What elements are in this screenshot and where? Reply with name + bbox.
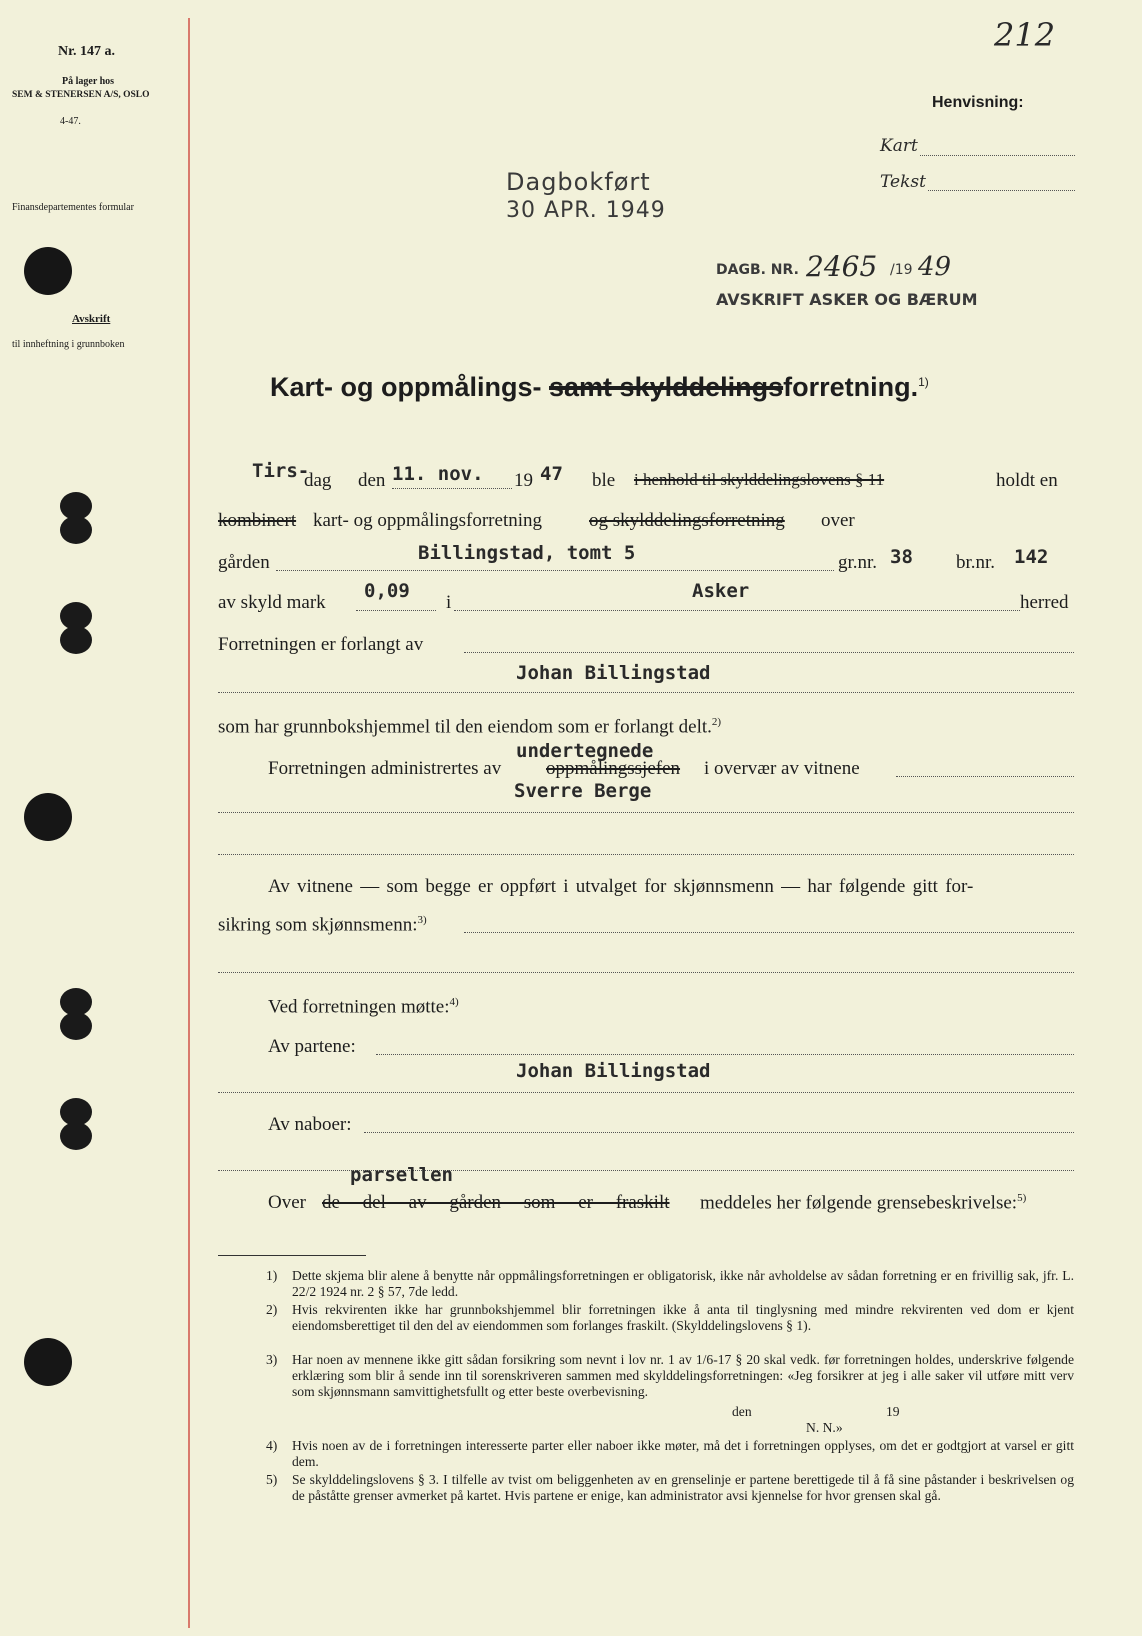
insurance-line-a <box>464 932 1074 933</box>
requester-line <box>218 692 1074 693</box>
den-label: den <box>358 470 386 491</box>
footnote-rule <box>218 1255 366 1256</box>
reference-heading: Henvisning: <box>932 94 1024 111</box>
year-typed: 47 <box>540 463 563 485</box>
form-date-code: 4-47. <box>60 116 81 127</box>
holdt-label: holdt en <box>996 470 1058 491</box>
footnote <box>266 1438 1074 1470</box>
staple-mark <box>60 1098 92 1150</box>
admin-struck: oppmålingssjefen <box>546 758 681 779</box>
boundary-struck: de del av gården som er fraskilt <box>322 1192 670 1213</box>
copy-stamp: AVSKRIFT ASKER OG BÆRUM <box>716 290 978 309</box>
farm-label: gården <box>218 552 270 573</box>
footnote <box>266 1302 1074 1334</box>
witnesses-label: i overvær av vitnene <box>704 758 860 779</box>
copy-label: Avskrift <box>72 313 111 325</box>
footnote <box>266 1352 1074 1400</box>
neighbours-label: Av naboer: <box>268 1114 352 1135</box>
signature-den: den <box>732 1404 752 1419</box>
footnote-text: Se skylddelingslovens § 3. I tilfelle av tvist om beliggenheten av en grenselinje er partene berettigede til å få sine påstander i beskrivelsen og de påståtte grenser avmerket på kartet. Hvis partene er enige, kan administrator avsi kjennelse for hvor grensen skal gå. <box>292 1472 1074 1503</box>
grnr-value: 38 <box>890 546 913 568</box>
witness-name: Sverre Berge <box>514 780 652 802</box>
brnr-label: br.nr. <box>956 552 996 573</box>
attendance-label: Ved forretningen møtte: <box>268 996 450 1018</box>
year-prefix: 19 <box>514 470 533 491</box>
insurance-note: 3) <box>417 914 427 926</box>
insurance-text: sikring som skjønnsmenn: <box>218 914 418 936</box>
ble-label: ble <box>592 470 616 491</box>
brnr-value: 142 <box>1014 546 1049 568</box>
dagb-year: 49 <box>918 252 952 282</box>
boundary-insert: parsellen <box>350 1164 453 1186</box>
over-label: over <box>821 510 855 531</box>
title-note: 1) <box>918 375 929 389</box>
footnote-text: Hvis noen av de i forretningen interesserte parter eller naboer ikke møter, må det i forretningen opplyses, om det er godtgjort at varsel er gitt dem. <box>292 1438 1074 1469</box>
map-reference-line <box>920 155 1075 156</box>
admin-insert: undertegnede <box>516 740 654 762</box>
margin-rule <box>188 18 190 1628</box>
form-number: Nr. 147 a. <box>58 44 116 59</box>
struck-law-ref: i henhold til skylddelingslovens § 11 <box>634 470 885 489</box>
footnote-text: Har noen av mennene ikke gitt sådan forsikring som nevnt i lov nr. 1 av 1/6-17 § 20 skal vedk. før forretningen holdes, underskrive følgende erklæring som blir å sende inn til sorenskriveren sammen med skylddelingsforretningen: «Jeg forsikrer at jeg i alle saker vil utføre mitt verv som skjønnsmann samvittighetsfullt og etter beste overbevisning. <box>292 1352 1074 1399</box>
insurance-line2 <box>218 914 427 936</box>
title-part2: forretning. <box>783 372 919 402</box>
dagb-number: 2465 <box>806 250 878 283</box>
binder-hole <box>24 1338 72 1386</box>
footnote-number: 1) <box>266 1268 278 1283</box>
tax-label: av skyld mark <box>218 592 326 613</box>
footnote-text: Hvis rekvirenten ikke har grunnbokshjemmel blir forretningen ikke å anta til tinglysning med mindre rekvirenten ved dom er kjent eiendomsberettiget til den del av eiendommen som forlanges fraskilt. (Skylddelingslovens § 1). <box>292 1302 1074 1333</box>
boundary-note: 5) <box>1017 1192 1027 1204</box>
hjemmel-statement: som har grunnbokshjemmel til den eiendom som er forlangt delt. <box>218 716 712 738</box>
municipality: Asker <box>692 580 750 602</box>
signature-nn: N. N.» <box>806 1420 843 1435</box>
parties-label: Av partene: <box>268 1036 356 1057</box>
dagb-year-prefix: /19 <box>890 262 913 278</box>
boundary-over: Over <box>268 1192 306 1213</box>
footnote-text: Dette skjema blir alene å benytte når oppmålingsforretningen er obligatorisk, ikke når avholdelse av sådan forretning er en frivillig sak, jfr. L. 22/2 1924 nr. 2 § 57, 7de ledd. <box>292 1268 1074 1299</box>
text-reference-line <box>928 190 1075 191</box>
footnote-number: 4) <box>266 1438 278 1453</box>
form-title <box>270 372 929 403</box>
farm-name: Billingstad, tomt 5 <box>418 542 636 564</box>
witnesses-line <box>896 776 1074 777</box>
title-struck: samt skylddelings <box>549 372 784 402</box>
hjemmel-text <box>218 716 721 738</box>
witness-line-2 <box>218 854 1074 855</box>
insurance-line-b <box>218 972 1074 973</box>
footnote-number: 2) <box>266 1302 278 1317</box>
dagb-prefix: DAGB. NR. <box>716 262 799 278</box>
publisher-name: SEM & STENERSEN A/S, OSLO <box>12 90 150 100</box>
struck-division: og skylddelingsforretning <box>589 510 785 531</box>
staple-mark <box>60 492 92 544</box>
staple-mark <box>60 988 92 1040</box>
requested-label: Forretningen er forlangt av <box>218 634 424 655</box>
tax-line <box>356 610 436 611</box>
parties-line <box>376 1054 1074 1055</box>
footnote <box>266 1268 1074 1300</box>
binder-hole <box>24 247 72 295</box>
party-name: Johan Billingstad <box>516 1060 711 1082</box>
copy-purpose: til innheftning i grunnboken <box>12 339 125 350</box>
staple-mark <box>60 602 92 654</box>
map-reference-label: Kart <box>880 136 918 156</box>
requested-line <box>464 652 1074 653</box>
herred-label: herred <box>1020 592 1069 613</box>
day-typed: Tirs- <box>252 460 310 482</box>
journal-stamp-label: Dagbokført <box>506 168 651 196</box>
journal-stamp-date: 30 APR. 1949 <box>506 198 666 223</box>
page-number: 212 <box>994 16 1056 54</box>
date-typed: 11. nov. <box>392 463 484 485</box>
binder-hole <box>24 793 72 841</box>
struck-kombinert: kombinert <box>218 510 297 531</box>
insurance-line1: Av vitnene — som begge er oppført i utvalget for skjønnsmenn — har følgende gitt for- <box>268 876 974 897</box>
boundary-description: meddeles her følgende grensebeskrivelse: <box>700 1192 1018 1214</box>
publisher-line: På lager hos <box>62 76 115 87</box>
text-reference-label: Tekst <box>880 172 926 192</box>
tax-in: i <box>446 592 452 613</box>
signature-year: 19 <box>886 1404 900 1419</box>
neighbours-line-2 <box>218 1170 1074 1171</box>
title-part1: Kart- og oppmålings- <box>270 372 542 402</box>
day-suffix: dag <box>304 470 332 491</box>
hjemmel-note: 2) <box>711 716 722 728</box>
tax-value: 0,09 <box>364 580 410 602</box>
grnr-label: gr.nr. <box>838 552 878 573</box>
footnote-number: 3) <box>266 1352 278 1367</box>
party-line <box>218 1092 1074 1093</box>
attendance-note: 4) <box>449 996 459 1008</box>
footnote <box>266 1472 1074 1504</box>
date-line <box>392 488 512 489</box>
neighbours-line <box>364 1132 1074 1133</box>
requester-name: Johan Billingstad <box>516 662 711 684</box>
attendance-text <box>268 996 459 1018</box>
boundary-text <box>700 1192 1026 1214</box>
municipality-line <box>454 610 1020 611</box>
survey-type: kart- og oppmålingsforretning <box>313 510 543 531</box>
footnote-number: 5) <box>266 1472 278 1487</box>
admin-label: Forretningen administrertes av <box>268 758 502 779</box>
farm-line <box>276 570 834 571</box>
form-origin: Finansdepartementes formular <box>12 202 134 213</box>
witness-line-1 <box>218 812 1074 813</box>
